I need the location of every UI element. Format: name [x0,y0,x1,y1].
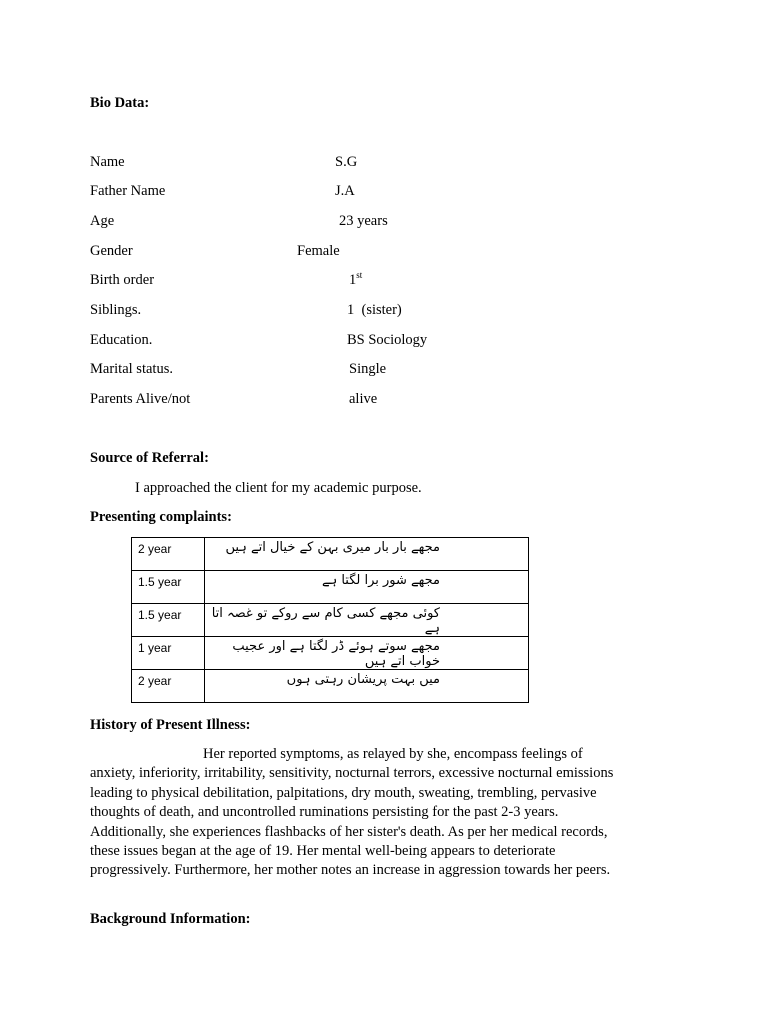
referral-heading: Source of Referral: [90,450,209,466]
bio-label-age: Age [90,213,115,229]
complaint-text: مجھے سوتے ہوئے ڈر لگتا ہے اور عجیب خواب اتے ہیں [205,637,529,670]
bio-value-father-name: J.A [335,183,355,199]
complaint-duration: 1.5 year [132,604,205,637]
complaint-duration: 1 year [132,637,205,670]
bio-label-parents: Parents Alive/not [90,391,191,407]
complaint-duration: 1.5 year [132,571,205,604]
bio-value-marital-status: Single [349,361,387,377]
bio-value-siblings: 1 (sister) [347,302,402,318]
bio-value-age: 23 years [339,213,388,229]
complaint-text: مجھے شور برا لگتا ہے [205,571,529,604]
bio-data-heading: Bio Data: [90,95,150,111]
complaint-text: کوئی مجھے کسی کام سے روکے تو غصہ اتا ہے [205,604,529,637]
bio-label-birth-order: Birth order [90,272,155,288]
bio-label-education: Education. [90,332,153,348]
table-row [132,670,529,703]
bio-value-gender: Female [297,243,340,259]
background-heading: Background Information: [90,911,251,927]
bio-label-gender: Gender [90,243,133,259]
bio-label-father-name: Father Name [90,183,166,199]
bio-label-name: Name [90,154,125,170]
birth-order-suffix: st [356,270,363,280]
referral-text: I approached the client for my academic purpose. [135,480,422,496]
history-paragraph: Her reported symptoms, as relayed by she, encompass feelings of anxiety, inferiority, irritability, sensitivity, nocturnal terrors, excessive nocturnal emissions leading to physical debilitation, palpitations, dry mouth, sweating, trembling, pervasive thoughts of death, and uncontrolled ruminations persisting for the past 2-3 years. Additionally, she experiences flashbacks of her sister's death. As per her medical records, these issues began at the age of 19. Her mental well-being appears to deteriorate progressively. Furthermore, her mother notes an increase in aggression towards her peers. [90,746,614,879]
bio-label-siblings: Siblings. [90,302,142,318]
complaint-duration: 2 year [132,670,205,703]
complaints-table [131,537,529,703]
bio-value-name: S.G [335,154,358,170]
bio-label-marital-status: Marital status. [90,361,173,377]
complaint-text: میں بہت پریشان رہتی ہوں [205,670,529,703]
table-row [132,538,529,571]
history-heading: History of Present Illness: [90,717,251,733]
bio-value-birth-order: 1st [349,270,363,288]
complaint-text: مجھے بار بار میری بہن کے خیال اتے ہیں [205,538,529,571]
complaints-heading: Presenting complaints: [90,509,232,525]
table-row [132,637,529,670]
complaint-duration: 2 year [132,538,205,571]
table-row [132,571,529,604]
bio-value-education: BS Sociology [347,332,428,348]
table-row [132,604,529,637]
bio-value-parents: alive [349,391,378,407]
